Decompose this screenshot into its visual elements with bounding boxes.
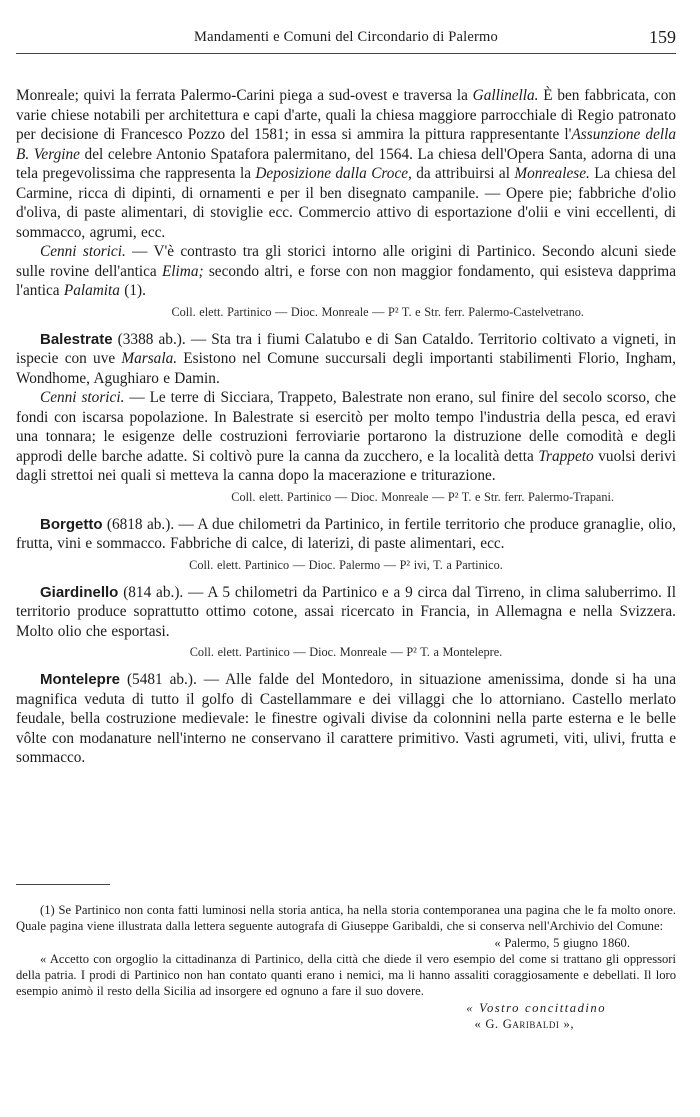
giardinello-paragraph: Giardinello (814 ab.). — A 5 chilometri da Partinico e a 9 circa dal Tirreno, in clima saluberrimo. Il territorio produce soprattutto ottimo cotone, assai ricercato in Francia, in Allemagna e nella Svizzera. Molto olio che esportasi. bbox=[16, 583, 676, 640]
entry-borgetto bbox=[16, 515, 676, 573]
place-name-montelepre: Montelepre bbox=[40, 671, 121, 688]
balestrate-history-paragraph: Cenni storici. — Le terre di Sicciara, Trappeto, Balestrate non erano, sul finire del secolo scorso, che fondi con iscarsa popolazione. In Balestrate si esercitò per molto tempo l'industria della pesca, ed eravi una tonnara; le esigenze delle costruzioni ferroviarie portarono la distruzione delle comodità e degli approdi delle barche adatte. Si coltivò pure la canna da zucchero, e la località detta Trappeto vuolsi derivi dagli strettoi nei quali si metteva la canna dopo la macerazione e triturazione. bbox=[16, 389, 677, 484]
balestrate-info-line: Coll. elett. Partinico — Dioc. Monreale — P² T. e Str. ferr. Palermo-Trapani. bbox=[231, 489, 614, 504]
borgetto-paragraph: Borgetto (6818 ab.). — A due chilometri da Partinico, in fertile territorio che produce granaglie, olio, frutta, vini e sommacco. Fabbriche di calce, di laterizi, di paste alimentari, ecc. bbox=[16, 515, 676, 552]
monreale-paragraph: Monreale; quivi la ferrata Palermo-Carini piega a sud-ovest e traversa la Gallinella. È ben fabbricata, con varie chiese notabili per architettura e capi d'arte, quali la chiesa maggiore parrocchiale di Regio patronato per decisione di Francesco Pozzo del 1581; in essa si ammira la pittura rappresentante l'Assunzione della B. Vergine del celebre Antonio Spatafora palermitano, del 1564. La chiesa dell'Opera Santa, adorna di una tela pregevolissima che rappresenta la Deposizione dalla Croce, da attribuirsi al Monrealese. La chiesa del Carmine, ricca di dipinti, di ornamenti e per il ben disegnato campanile. — Opere pie; fabbriche d'olio d'oliva, di paste alimentari, di stoviglie ecc. Commercio attivo di esportazione d'olii e vini eccellenti, di sommacco, agrumi, ecc. bbox=[16, 87, 677, 241]
giardinello-info-line: Coll. elett. Partinico — Dioc. Monreale — P² T. a Montelepre. bbox=[189, 645, 503, 659]
footnote-letter-signature: « G. Garibaldi », bbox=[474, 1017, 574, 1032]
footnote bbox=[16, 902, 676, 1032]
place-name-borgetto: Borgetto bbox=[40, 515, 103, 533]
footnote-letter-body: « Accetto con orgoglio la cittadinanza di Partinico, della città che diede il vero esempio del come si trattano gli oppressori della patria. I prodi di Partinico non han contato quanti erano i nemici, ma li hanno assaliti coraggiosamente e debellati. Il loro esempio animò il resto della Sicilia ad insorgere ed ognuno a fare il suo dovere. bbox=[16, 951, 676, 999]
page-header bbox=[16, 27, 676, 54]
footnote-paragraph: (1) Se Partinico non conta fatti luminosi nella storia antica, ha nella storia contemporanea una pagina che le fa molto onore. Quale pagina viene illustrata dalla lettera seguente autografa di Giuseppe Garibaldi, che si conserva nell'Archivio del Comune: bbox=[16, 903, 676, 934]
montelepre-paragraph: Montelepre (5481 ab.). — Alle falde del Montedoro, in situazione amenissima, donde si ha una magnifica veduta di tutto il golfo di Castellammare e dei villaggi che lo attorniano. Castello merlato feudale, bella costruzione medievale: le finestre ogivali divise da colonnini nella parte esterna e le belle vôlte con modanature nell'interno ne conservano il carattere primitivo. Vasti agrumeti, viti, ulivi, frutta e sommacco. bbox=[16, 671, 676, 766]
entry-balestrate bbox=[16, 330, 676, 505]
footnote-letter-date: « Palermo, 5 giugno 1860. bbox=[494, 935, 630, 950]
balestrate-paragraph: Balestrate (3388 ab.). — Sta tra i fiumi Calatubo e di San Cataldo. Territorio coltivato a vigneti, in ispecie con uve Marsala. Esistono nel Comune succursali degli importanti stabilimenti Florio, Ingham, Wondhome, Agughiaro e Damin. bbox=[16, 330, 676, 387]
place-name-giardinello: Giardinello bbox=[40, 583, 119, 601]
monreale-history-paragraph: Cenni storici. — V'è contrasto tra gli storici intorno alle origini di Partinico. Secondo alcuni siede sulle rovine dell'antica Elima; secondo altri, e forse con non maggior fondamento, qui esisteva dapprima l'antica Palamita (1). bbox=[16, 243, 676, 299]
entry-montelepre bbox=[16, 670, 676, 768]
borgetto-info-line: Coll. elett. Partinico — Dioc. Palermo — P² ivi, T. a Partinico. bbox=[189, 557, 503, 572]
place-name-balestrate: Balestrate bbox=[40, 330, 113, 348]
entry-giardinello bbox=[16, 583, 676, 661]
page-number: 159 bbox=[649, 27, 676, 47]
footnote-divider bbox=[16, 884, 110, 885]
running-title: Mandamenti e Comuni del Circondario di Palermo bbox=[194, 29, 498, 45]
page-body bbox=[16, 86, 676, 768]
footnote-letter-closing: « Vostro concittadino bbox=[466, 1000, 606, 1015]
monreale-info-line: Coll. elett. Partinico — Dioc. Monreale — P² T. e Str. ferr. Palermo-Castelvetrano. bbox=[171, 304, 584, 319]
